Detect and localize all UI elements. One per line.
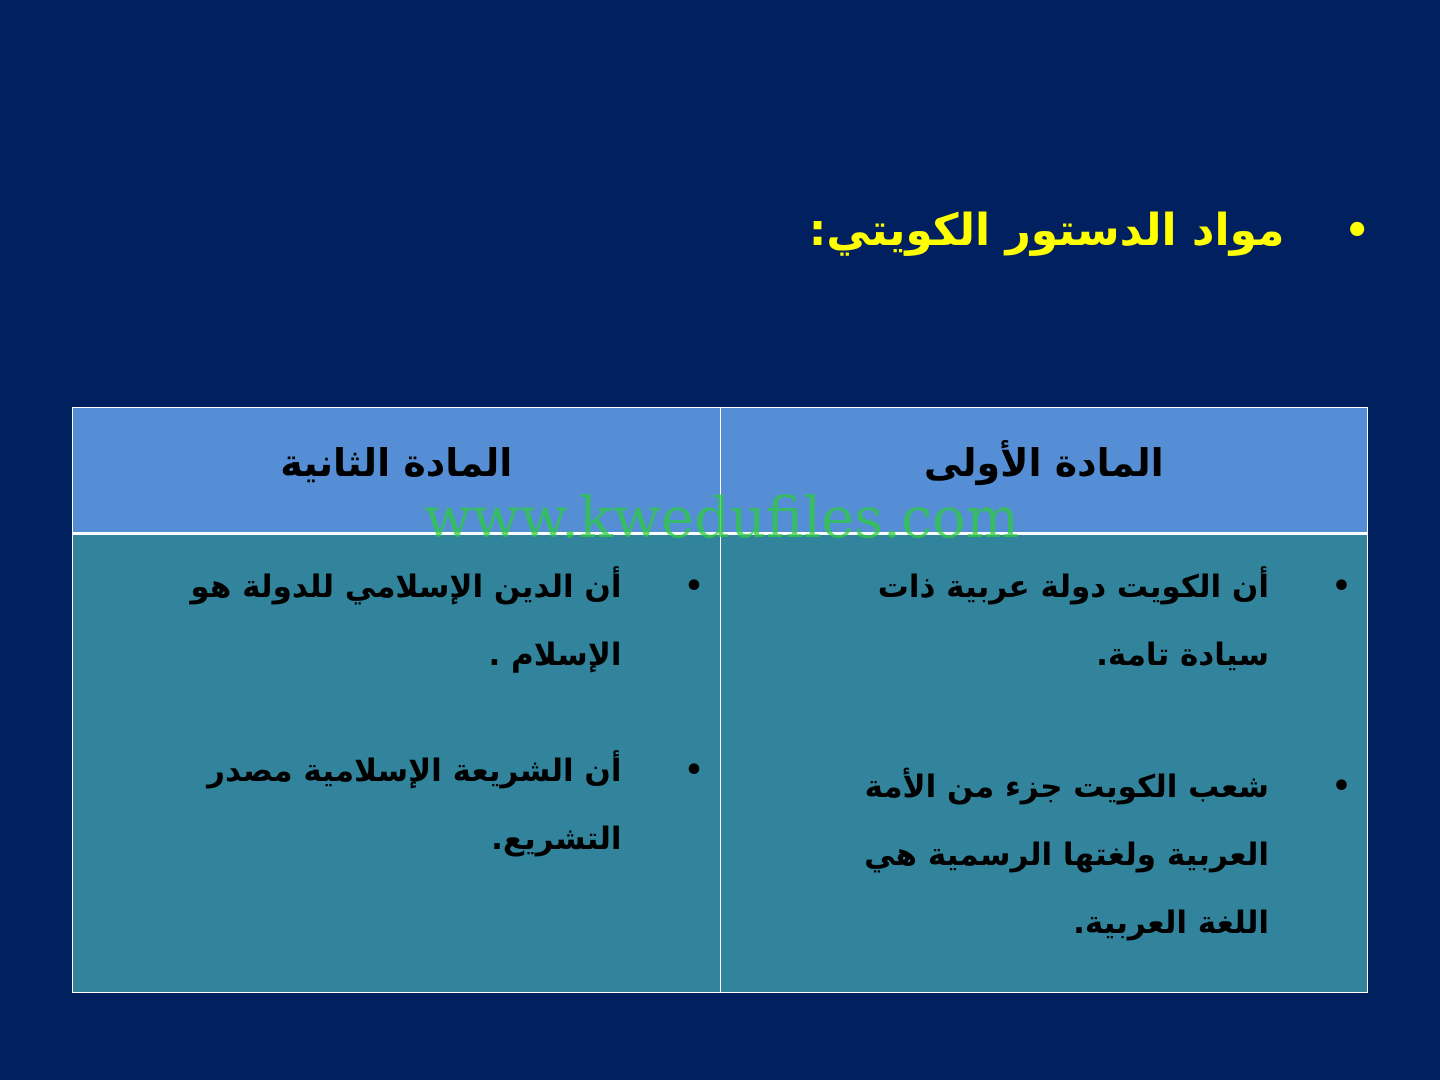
article-one-item-text: شعب الكويت جزء من الأمة العربية ولغتها الرسمية هي اللغة العربية.	[864, 769, 1269, 941]
title-text: مواد الدستور الكويتي:	[808, 205, 1285, 256]
article-one-cell	[721, 535, 1368, 992]
article-two-item-text: أن الشريعة الإسلامية مصدر التشريع.	[207, 753, 622, 857]
slide-title	[809, 205, 1370, 256]
table-body-row	[73, 535, 1367, 992]
watermark-text: www.kwedufiles.com	[424, 486, 1019, 551]
list-item	[821, 553, 1352, 689]
bullet-icon: •	[684, 753, 704, 788]
article-two-cell	[73, 535, 721, 992]
title-bullet-icon: •	[1344, 207, 1370, 254]
article-two-item-text: أن الدين الإسلامي للدولة هو الإسلام .	[190, 569, 622, 673]
bullet-icon: •	[684, 569, 704, 604]
article-one-item-text: أن الكويت دولة عربية ذات سيادة تامة.	[877, 569, 1269, 673]
bullet-icon: •	[1331, 569, 1351, 604]
list-item	[173, 553, 704, 689]
header-article-two: المادة الثانية	[73, 408, 721, 532]
header-article-one: المادة الأولى	[923, 441, 1164, 485]
list-item	[821, 753, 1352, 957]
list-item	[173, 737, 704, 873]
bullet-icon: •	[1331, 769, 1351, 804]
